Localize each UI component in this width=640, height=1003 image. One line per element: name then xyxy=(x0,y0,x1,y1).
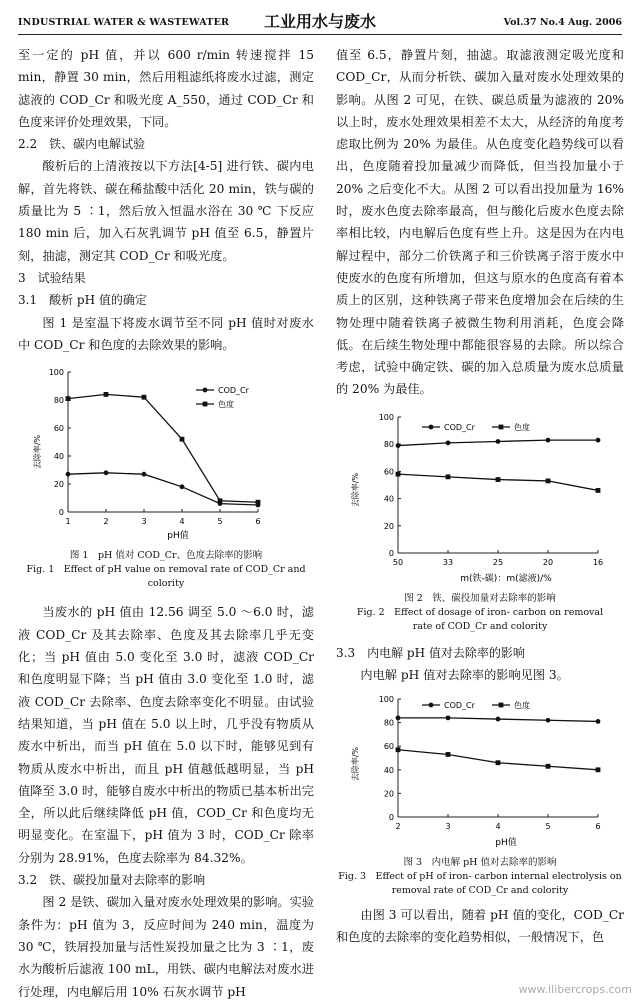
data-point xyxy=(218,499,223,504)
y-tick-label: 20 xyxy=(383,789,394,799)
data-point xyxy=(396,443,401,448)
legend-label-cod: COD_Cr xyxy=(444,700,475,710)
x-tick-label: 20 xyxy=(542,557,554,567)
y-tick-label: 40 xyxy=(383,494,394,504)
data-point xyxy=(546,478,551,483)
data-point xyxy=(396,471,401,476)
data-point xyxy=(256,500,261,505)
data-point xyxy=(546,437,551,442)
x-tick-label: 5 xyxy=(217,517,223,527)
x-tick-label: 1 xyxy=(65,517,71,527)
data-point xyxy=(142,472,147,477)
y-tick-label: 0 xyxy=(388,548,394,558)
x-tick-label: 5 xyxy=(545,821,551,831)
figure-1 xyxy=(18,362,314,591)
data-point xyxy=(546,717,551,722)
figure-2 xyxy=(336,405,624,634)
x-tick-label: 2 xyxy=(103,517,109,527)
figure-3-caption-cn: 图 3 内电解 pH 值对去除率的影响 xyxy=(403,856,557,868)
y-tick-label: 20 xyxy=(383,521,394,531)
journal-name-cn: 工业用水与废水 xyxy=(263,12,376,31)
x-tick-label: 16 xyxy=(592,557,604,567)
x-tick-label: 6 xyxy=(595,821,601,831)
y-tick-label: 20 xyxy=(53,480,64,490)
paragraph: 当废水的 pH 值由 12.56 调至 5.0 ～6.0 时，滤液 COD_Cr 及其去除率、色度及其去除率几乎无变化；当 pH 值由 5.0 变化至 3.0 时，滤液 COD_Cr 和色度明显下降；当 pH 值由 3.0 变化至 1.0 时，滤液 COD_Cr 去除率、色度去除率变化不明显。由试验结果知道，当 pH 值在 5.0 以上时，几乎没有物质从废水中析出，而当 pH 值在 5.0 以下时，能够见到有物质从废水中析出，而且 pH 值越低越明显，当 pH 值降至 3.0 时，能够自废水中析出的物质已基本析出完全，所以此后继续降低 pH 值，COD_Cr 和色度均无明显变化。在室温下，pH 值为 3 时，COD_Cr 除率分别为 28.91%，色度去除率为 84.32%。 xyxy=(18,605,314,865)
data-point xyxy=(496,716,501,721)
legend-marker-cod xyxy=(429,424,434,429)
figure-2-caption-en-2: rate of COD_Cr and colority xyxy=(412,621,548,633)
x-tick-label: 33 xyxy=(442,557,454,567)
data-point xyxy=(66,472,71,477)
y-tick-label: 40 xyxy=(53,452,64,462)
legend-marker-cod xyxy=(203,388,208,393)
journal-name-en: INDUSTRIAL WATER & WASTEWATER xyxy=(18,17,230,28)
x-axis-label: pH值 xyxy=(167,531,189,542)
legend-marker-color xyxy=(203,402,208,407)
figure-3 xyxy=(336,689,624,898)
data-point xyxy=(446,715,451,720)
y-tick-label: 80 xyxy=(53,396,64,406)
x-tick-label: 3 xyxy=(141,517,147,527)
data-point xyxy=(496,760,501,765)
right-column xyxy=(336,44,624,949)
data-point xyxy=(546,764,551,769)
legend-label-cod: COD_Cr xyxy=(444,422,475,432)
y-tick-label: 60 xyxy=(53,424,64,434)
figure-1-chart xyxy=(18,362,314,542)
y-axis-label: 去除率/% xyxy=(351,746,360,781)
legend-label-cod: COD_Cr xyxy=(218,386,249,396)
section-heading-3-1: 3.1 酸析 pH 值的确定 xyxy=(18,293,147,308)
legend-marker-color xyxy=(499,424,504,429)
data-point xyxy=(596,767,601,772)
section-heading-3-2: 3.2 铁、碳投加量对去除率的影响 xyxy=(18,873,206,888)
left-column xyxy=(18,44,314,1003)
data-point xyxy=(446,474,451,479)
series-line-1 xyxy=(68,395,258,503)
paragraph: 至一定的 pH 值，并以 600 r/min 转速搅拌 15 min，静置 30 min，然后用粗滤纸将废水过滤，测定滤液的 COD_Cr 和吸光度 A_550，通过 COD_Cr 和色度来评价处理效果，下同。 xyxy=(18,48,314,129)
x-tick-label: 25 xyxy=(492,557,504,567)
y-tick-label: 100 xyxy=(378,412,394,422)
y-tick-label: 60 xyxy=(383,467,394,477)
data-point xyxy=(596,719,601,724)
figure-3-chart xyxy=(336,689,624,849)
data-point xyxy=(104,471,109,476)
x-tick-label: 4 xyxy=(495,821,501,831)
legend-marker-color xyxy=(499,702,504,707)
paragraph: 内电解 pH 值对去除率的影响见图 3。 xyxy=(360,668,569,683)
data-point xyxy=(66,396,71,401)
paragraph: 图 2 是铁、碳加入量对废水处理效果的影响。实验条件为：pH 值为 3，反应时间为 240 min，温度为 30 ℃，铁屑投加量与活性炭投加量之比为 3 ∶1，废水为酸析后滤液 100 mL，用铁、碳内电解法对废水进行处理，内电解后用 10% 石灰水调节 pH xyxy=(18,895,314,999)
figure-3-caption-en-2: removal rate of COD_Cr and colority xyxy=(391,884,569,896)
watermark: www.ilibercrops.com xyxy=(518,983,632,996)
x-tick-label: 6 xyxy=(255,517,261,527)
data-point xyxy=(142,395,147,400)
data-point xyxy=(496,477,501,482)
figure-2-chart xyxy=(336,405,624,585)
series-line-1 xyxy=(398,749,598,769)
series-line-1 xyxy=(398,474,598,490)
y-tick-label: 100 xyxy=(378,694,394,704)
y-tick-label: 80 xyxy=(383,718,394,728)
data-point xyxy=(396,715,401,720)
figure-2-caption-en: Fig. 2 Effect of dosage of iron- carbon on removal xyxy=(356,607,604,619)
x-axis-label: m(铁-碳)：m(滤液)/% xyxy=(460,573,552,584)
x-tick-label: 2 xyxy=(395,821,401,831)
legend-label-color: 色度 xyxy=(218,400,234,410)
legend-label-color: 色度 xyxy=(514,422,530,432)
data-point xyxy=(180,485,185,490)
section-heading-2-2: 2.2 铁、碳内电解试验 xyxy=(18,137,146,152)
figure-1-caption-cn: 图 1 pH 值对 COD_Cr、色度去除率的影响 xyxy=(69,550,263,562)
data-point xyxy=(104,392,109,397)
paragraph: 酸析后的上清液按以下方法[4-5] 进行铁、碳内电解，首先将铁、碳在稀盐酸中活化 20 min，铁与碳的质量比为 5 ∶1，然后放入恒温水浴在 30 ℃ 下反应 180 min 后，加入石灰乳调节 pH 值至 6.5，静置片刻，抽滤，测定其 COD_Cr 和吸光度。 xyxy=(18,159,314,263)
y-tick-label: 40 xyxy=(383,765,394,775)
data-point xyxy=(596,437,601,442)
paragraph: 值至 6.5，静置片刻，抽滤。取滤液测定吸光度和 COD_Cr，从而分析铁、碳加入量对废水处理效果的影响。从图 2 可见，在铁、碳总质量为滤液的 20% 以上时，废水处理效果相差不太大，从经济的角度考虑取比例为 20% 为最佳。从色度变化趋势线可以看出，色度随着投加量减少而降低，但当投加量小于 20% 之后变化不大。从图 2 可以看出投加量为 16% 时，废水色度去除率最高，但与酸化后废水色度去除率相比较，内电解后色度有些上升。这是因为在内电解过程中，部分二价铁离子和三价铁离子溶于废水中使废水的色度有所增加，但这与原水的色度高有着本质上的区别，这种铁离子带来色度增加会在后续的生物处理中随着铁离子被微生物利用消耗，色度会降低。在后续生物处理中都能很容易的去除。所以综合考虑，试验中确定铁、碳的加入总质量为废水总质量的 20% 为最佳。 xyxy=(336,48,624,397)
x-axis-label: pH值 xyxy=(495,837,517,848)
data-point xyxy=(496,439,501,444)
y-tick-label: 0 xyxy=(388,812,394,822)
x-tick-label: 50 xyxy=(392,557,404,567)
series-line-0 xyxy=(68,473,258,505)
y-axis-label: 去除率/% xyxy=(351,472,360,507)
data-point xyxy=(446,752,451,757)
paragraph: 图 1 是室温下将废水调节至不同 pH 值时对废水中 COD_Cr 和色度的去除效果的影响。 xyxy=(18,315,314,352)
paragraph: 由图 3 可以看出，随着 pH 值的变化，COD_Cr 和色度的去除率的变化趋势相似，一般情况下，色 xyxy=(336,907,624,945)
x-tick-label: 3 xyxy=(445,821,451,831)
section-heading-3-3: 3.3 内电解 pH 值对去除率的影响 xyxy=(336,646,525,661)
y-tick-label: 100 xyxy=(48,368,64,378)
data-point xyxy=(446,440,451,445)
y-tick-label: 60 xyxy=(383,741,394,751)
figure-3-caption-en: Fig. 3 Effect of pH of iron- carbon internal electrolysis on xyxy=(338,870,622,882)
x-tick-label: 4 xyxy=(179,517,185,527)
figure-1-caption-en: Fig. 1 Effect of pH value on removal rate of COD_Cr and colority xyxy=(26,564,306,590)
data-point xyxy=(596,488,601,493)
issue-info: Vol.37 No.4 Aug. 2006 xyxy=(503,17,622,28)
figure-2-caption-cn: 图 2 铁、碳投加量对去除率的影响 xyxy=(404,593,556,605)
section-heading-3: 3 试验结果 xyxy=(18,270,86,285)
data-point xyxy=(396,747,401,752)
data-point xyxy=(180,437,185,442)
legend-label-color: 色度 xyxy=(514,700,530,710)
y-axis-label: 去除率/% xyxy=(33,435,42,470)
legend-marker-cod xyxy=(429,702,434,707)
y-tick-label: 80 xyxy=(383,439,394,449)
page-header xyxy=(18,8,622,35)
y-tick-label: 0 xyxy=(58,508,64,518)
